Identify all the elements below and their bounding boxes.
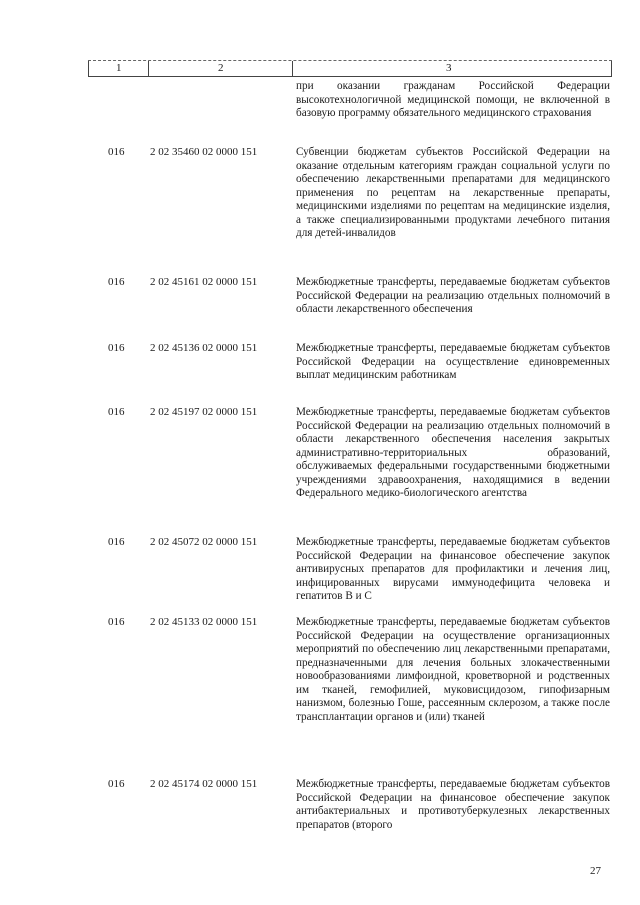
header-divider xyxy=(148,61,149,76)
row-description: Межбюджетные трансферты, передаваемые бюджетам субъектов Российской Федерации на осуществление единовременных выплат медицинским работникам xyxy=(296,342,610,381)
row-description: Межбюджетные трансферты, передаваемые бюджетам субъектов Российской Федерации на реализацию отдельных полномочий в области лекарственного обеспечения xyxy=(296,276,610,315)
header-col2: 2 xyxy=(218,62,224,74)
row-description: Межбюджетные трансферты, передаваемые бюджетам субъектов Российской Федерации на финансовое обеспечение закупок антибактериальных и противотуберкулезных лекарственных препаратов (второго xyxy=(296,778,610,831)
admin-code: 016 xyxy=(108,616,125,628)
row-description: Субвенции бюджетам субъектов Российской Федерации на оказание отдельным категориям граждан социальной услуги по обеспечению лекарственными препаратами для медицинского применения по рецептам на лекарственные препараты, медицинскими изделиями по рецептам на медицинские изделия, а также специализированными продуктами лечебного питания для детей-инвалидов xyxy=(296,146,610,239)
row-description: при оказании гражданам Российской Федерации высокотехнологичной медицинской помощи, не включенной в базовую программу обязательного медицинского страхования xyxy=(296,80,610,119)
admin-code: 016 xyxy=(108,146,125,158)
row-description: Межбюджетные трансферты, передаваемые бюджетам субъектов Российской Федерации на реализацию отдельных полномочий в области лекарственного обеспечения населения закрытых административно-территориальных образований, обслуживаемых федеральными государственными бюджетными учреждениями здравоохранения, находящимися в ведении Федерального медико-биологического агентства xyxy=(296,406,610,499)
table-header xyxy=(88,60,612,77)
admin-code: 016 xyxy=(108,778,125,790)
budget-code: 2 02 45133 02 0000 151 xyxy=(150,616,258,628)
admin-code: 016 xyxy=(108,406,125,418)
admin-code: 016 xyxy=(108,342,125,354)
budget-code: 2 02 45174 02 0000 151 xyxy=(150,778,258,790)
page-number: 27 xyxy=(590,865,601,877)
row-description: Межбюджетные трансферты, передаваемые бюджетам субъектов Российской Федерации на осуществление организационных мероприятий по обеспечению лиц лекарственными препаратами, предназначенными для лечения больных злокачественными новообразованиями лимфоидной, кроветворной и родственных им тканей, гемофилией, муковисцидозом, гипофизарным нанизмом, болезнью Гоше, рассеянным склерозом, а также после трансплантации органов и (или) тканей xyxy=(296,616,610,723)
header-divider xyxy=(88,61,89,76)
header-divider xyxy=(611,61,612,76)
header-col1: 1 xyxy=(116,62,122,74)
budget-code: 2 02 45161 02 0000 151 xyxy=(150,276,258,288)
row-description: Межбюджетные трансферты, передаваемые бюджетам субъектов Российской Федерации на финансовое обеспечение закупок антивирусных препаратов для профилактики и лечения лиц, инфицированных вирусами иммунодефицита человека и гепатитов В и С xyxy=(296,536,610,602)
budget-code: 2 02 45197 02 0000 151 xyxy=(150,406,258,418)
admin-code: 016 xyxy=(108,536,125,548)
header-divider xyxy=(292,61,293,76)
budget-code: 2 02 45072 02 0000 151 xyxy=(150,536,258,548)
budget-code: 2 02 45136 02 0000 151 xyxy=(150,342,258,354)
admin-code: 016 xyxy=(108,276,125,288)
budget-code: 2 02 35460 02 0000 151 xyxy=(150,146,258,158)
header-col3: 3 xyxy=(446,62,452,74)
